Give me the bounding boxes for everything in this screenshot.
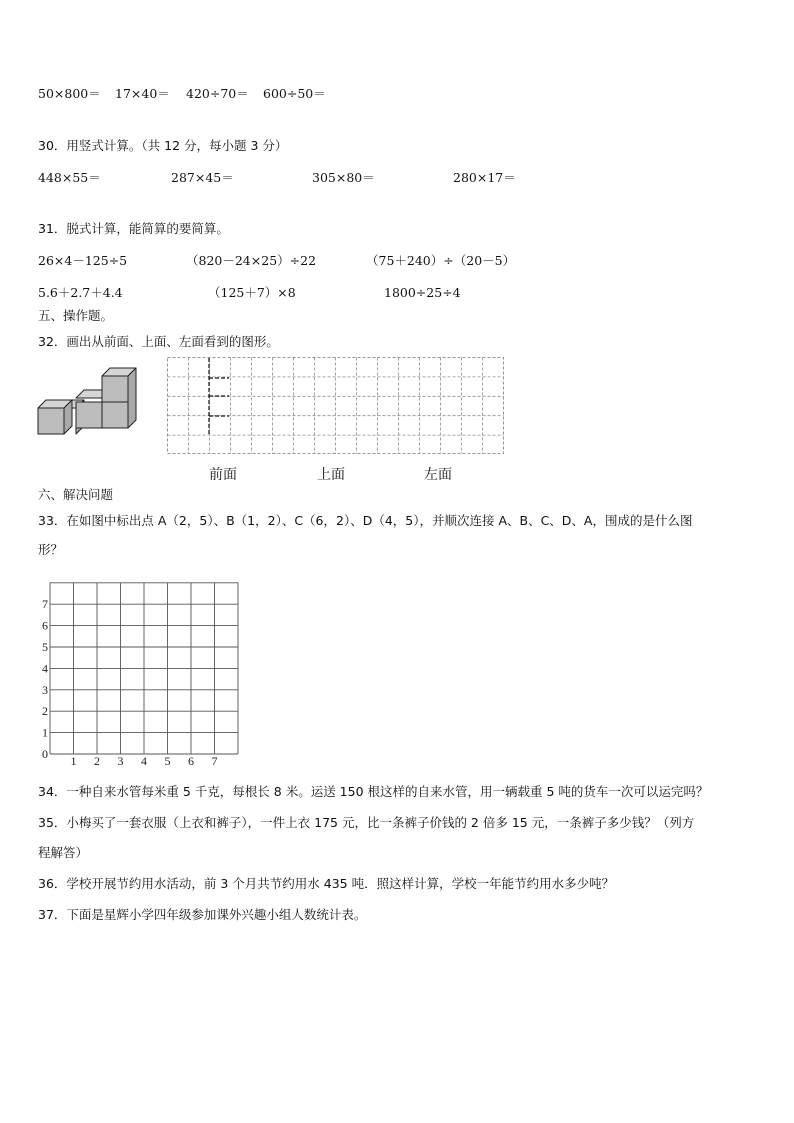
q31-expr-6: 1800÷25÷4 bbox=[384, 285, 461, 300]
q35-line1: 35．小梅买了一套衣服（上衣和裤子），一件上衣 175 元，比一条裤子价钱的 2 倍多 15 元，一条裤子多少钱？（列方 bbox=[38, 815, 695, 830]
q34-text: 34．一种自来水管每米重 5 千克，每根长 8 米。运送 150 根这样的自来水管，用一辆载重 5 吨的货车一次可以运完吗？ bbox=[38, 784, 709, 799]
q31-expr-5: （125＋7）×8 bbox=[208, 285, 296, 300]
oral-calc-3: 420÷70＝ bbox=[186, 86, 249, 101]
y-tick-label: 2 bbox=[42, 704, 48, 719]
x-tick-label: 7 bbox=[211, 754, 218, 766]
q33-line1: 33．在如图中标出点 A（2，5）、B（1，2）、C（6，2）、D（4，5），并顺次连接 A、B、C、D、A，围成的是什么图 bbox=[38, 513, 693, 528]
q30-item-2: 287×45＝ bbox=[171, 170, 234, 185]
y-tick-label: 3 bbox=[42, 682, 48, 697]
q30-item-3: 305×80＝ bbox=[312, 170, 375, 185]
y-tick-label: 5 bbox=[42, 640, 48, 654]
q31-expr-3: （75＋240）÷（20－5） bbox=[366, 253, 516, 268]
oral-calc-4: 600÷50＝ bbox=[263, 86, 326, 101]
q31-title: 31．脱式计算，能简算的要简算。 bbox=[38, 221, 229, 236]
section-6-heading: 六、解决问题 bbox=[38, 487, 114, 502]
q31-row2 bbox=[38, 283, 461, 301]
q31-row1 bbox=[38, 251, 515, 269]
x-tick-label: 2 bbox=[94, 754, 100, 766]
q30-item-4: 280×17＝ bbox=[453, 170, 516, 185]
q31-expr-2: （820－24×25）÷22 bbox=[186, 253, 317, 268]
y-tick-label: 1 bbox=[42, 725, 48, 740]
x-tick-label: 6 bbox=[188, 754, 194, 766]
y-tick-label: 7 bbox=[42, 597, 48, 612]
q37-text: 37．下面是星辉小学四年级参加课外兴趣小组人数统计表。 bbox=[38, 907, 367, 922]
q30-items bbox=[38, 168, 516, 186]
q36-text: 36．学校开展节约用水活动，前 3 个月共节约用水 435 吨．照这样计算，学校一年能节约用水多少吨？ bbox=[38, 876, 615, 891]
label-left: 左面 bbox=[424, 467, 452, 483]
q31-expr-1: 26×4－125÷5 bbox=[38, 253, 128, 268]
q35-line2: 程解答） bbox=[38, 845, 89, 860]
x-tick-label: 1 bbox=[70, 754, 77, 766]
x-tick-label: 5 bbox=[164, 754, 171, 766]
label-front: 前面 bbox=[209, 467, 237, 483]
oral-calc-2: 17×40＝ bbox=[115, 86, 170, 101]
views-answer-grid bbox=[166, 356, 506, 456]
q31-expr-4: 5.6＋2.7＋4.4 bbox=[38, 285, 123, 300]
x-tick-label: 3 bbox=[117, 754, 124, 766]
label-top: 上面 bbox=[317, 467, 345, 483]
q30-title: 30．用竖式计算。（共 12 分，每小题 3 分） bbox=[38, 138, 288, 153]
section-5-heading: 五、操作题。 bbox=[38, 308, 114, 323]
q33-line2: 形？ bbox=[38, 542, 64, 557]
x-tick-label: 4 bbox=[141, 754, 147, 766]
coordinate-grid bbox=[36, 566, 246, 766]
cube-figure bbox=[34, 364, 144, 444]
y-tick-label: 6 bbox=[42, 618, 48, 633]
q32-title: 32．画出从前面、上面、左面看到的图形。 bbox=[38, 334, 279, 349]
oral-calc-1: 50×800＝ bbox=[38, 86, 101, 101]
y-tick-label: 4 bbox=[42, 661, 48, 676]
q30-item-1: 448×55＝ bbox=[38, 170, 101, 185]
oral-calc-row bbox=[38, 84, 326, 102]
y-tick-label: 0 bbox=[42, 747, 48, 761]
